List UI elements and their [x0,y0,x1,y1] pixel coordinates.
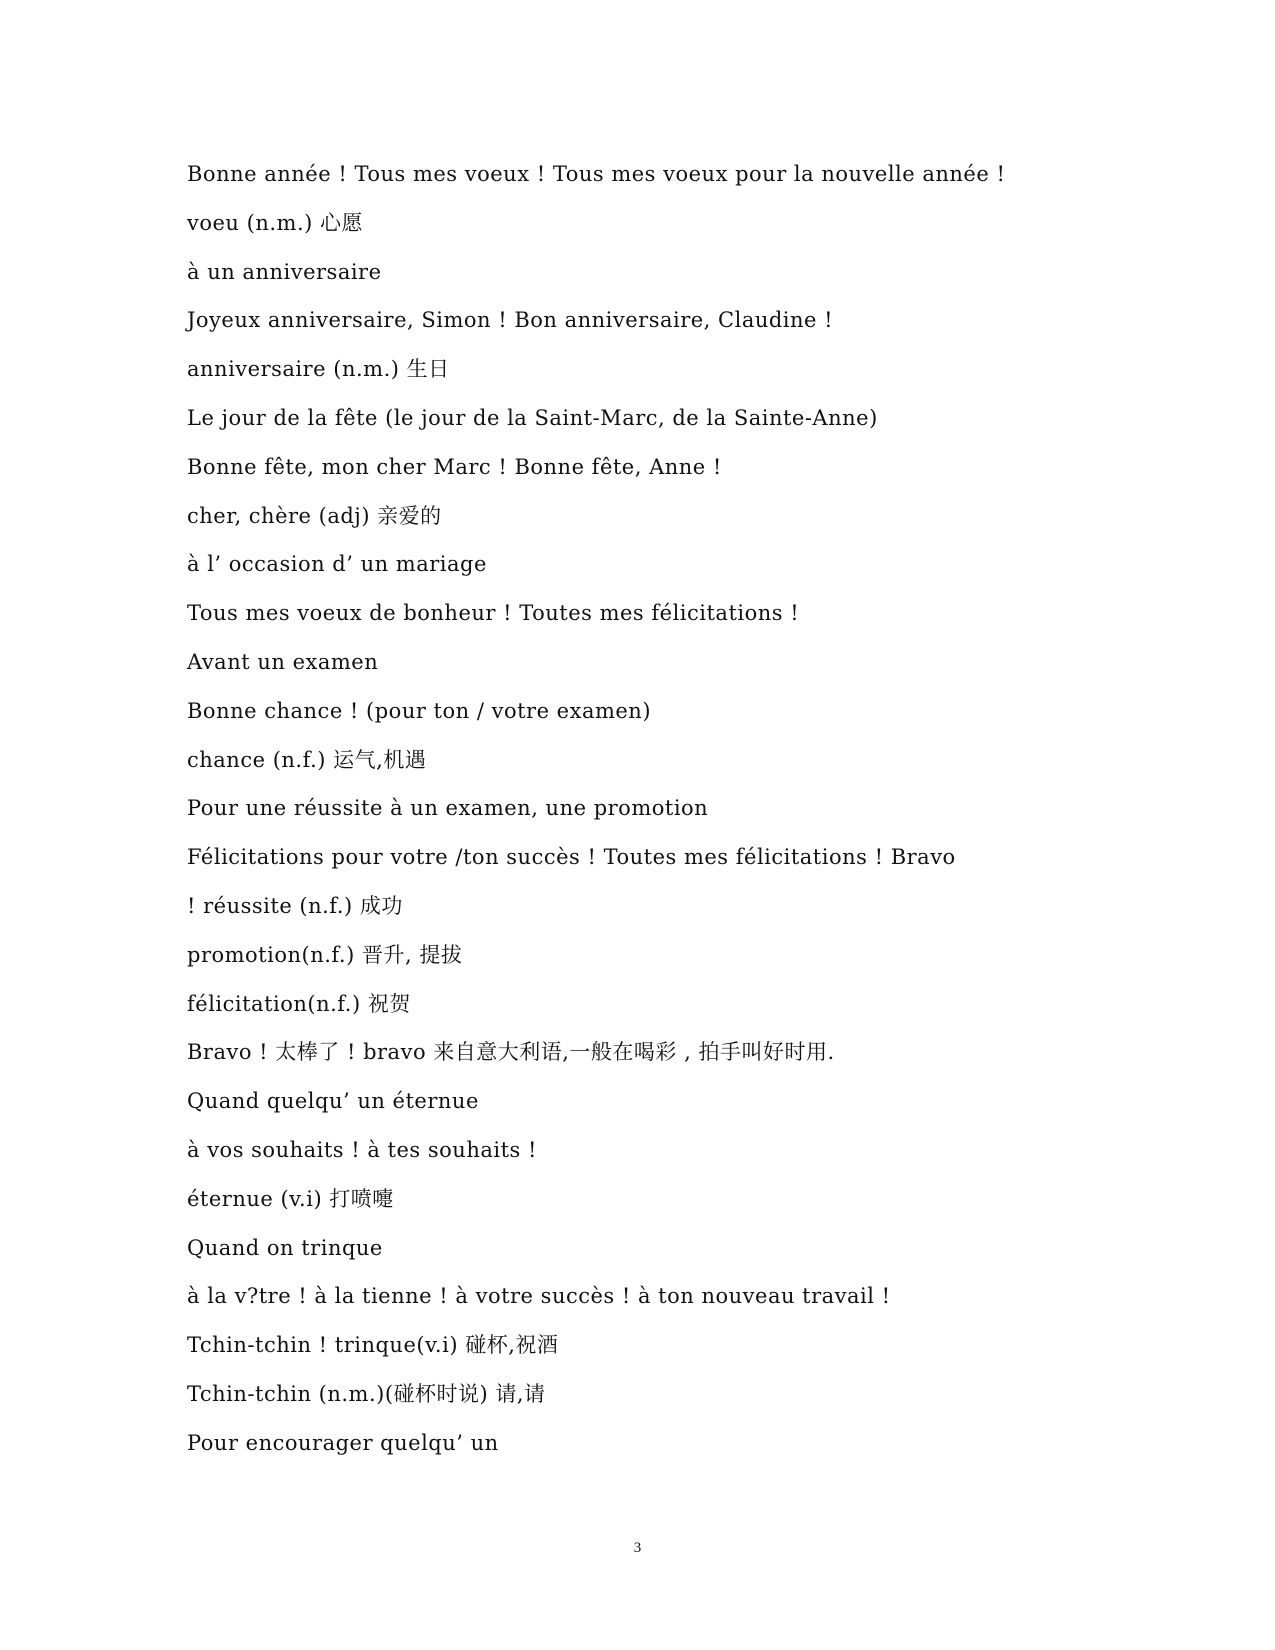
text-line: Pour encourager quelqu’ un [187,1430,499,1455]
text-line: félicitation(n.f.) 祝贺 [187,991,411,1016]
text-line: Bonne année ! Tous mes voeux ! Tous mes voeux pour la nouvelle année ! [187,162,1006,186]
text-line: à vos souhaits ! à tes souhaits ! [187,1137,537,1162]
text-line: à un anniversaire [187,259,382,284]
text-line: à l’ occasion d’ un mariage [187,552,487,577]
page-number: 3 [633,1540,642,1556]
text-line: Félicitations pour votre /ton succès ! Toutes mes félicitations ! Bravo [187,845,956,870]
text-line: Tchin-tchin ! trinque(v.i) 碰杯,祝酒 [187,1333,559,1358]
text-line: Tchin-tchin (n.m.)(碰杯时说) 请,请 [187,1381,546,1406]
text-line: Avant un examen [187,649,379,674]
text-line: cher, chère (adj) 亲爱的 [187,503,442,528]
text-line: chance (n.f.) 运气,机遇 [187,747,427,772]
text-line: promotion(n.f.) 晋升, 提拔 [187,942,463,967]
text-line: Bonne fête, mon cher Marc ! Bonne fête, Anne ! [187,454,722,479]
text-line: éternue (v.i) 打喷嚏 [187,1186,394,1211]
text-line: Bravo ! 太棒了 ! bravo 来自意大利语,一般在喝彩 , 拍手叫好时用. [187,1040,835,1065]
text-line: Tous mes voeux de bonheur ! Toutes mes félicitations ! [187,601,800,626]
text-line: Quand on trinque [187,1235,383,1260]
text-line: voeu (n.m.) 心愿 [187,210,363,235]
text-line: ! réussite (n.f.) 成功 [187,893,403,918]
text-line: à la v?tre ! à la tienne ! à votre succès ! à ton nouveau travail ! [187,1284,891,1309]
text-line: Pour une réussite à un examen, une promotion [187,796,709,821]
text-line: Joyeux anniversaire, Simon ! Bon anniversaire, Claudine ! [187,308,834,333]
text-line: Bonne chance ! (pour ton / votre examen) [187,698,652,723]
text-line: Le jour de la fête (le jour de la Saint-Marc, de la Sainte-Anne) [187,405,878,430]
text-lines [187,160,1187,1478]
text-line: Quand quelqu’ un éternue [187,1089,479,1114]
text-line: anniversaire (n.m.) 生日 [187,357,450,382]
